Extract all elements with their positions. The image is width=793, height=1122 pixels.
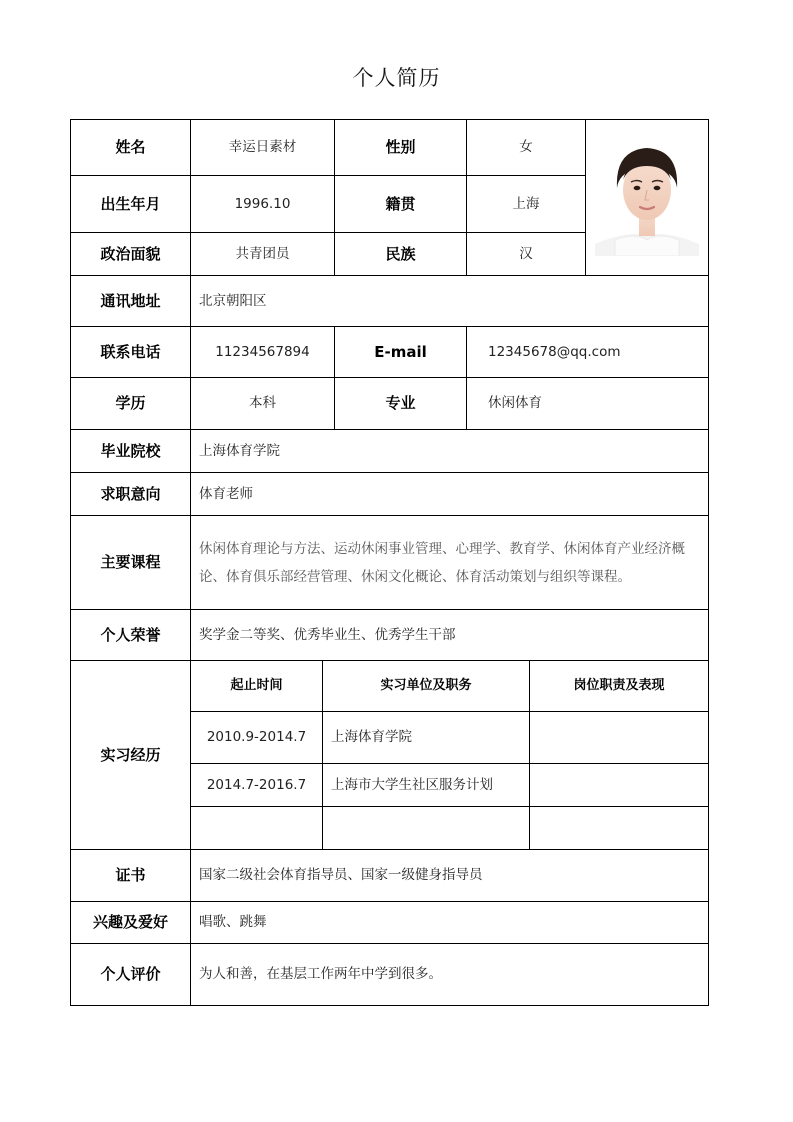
- birth-value: 1996.10: [190, 175, 335, 233]
- intention-label: 求职意向: [70, 472, 191, 516]
- internship-header-duty: 岗位职责及表现: [529, 660, 709, 712]
- internship-row-1-time: 2010.9-2014.7: [190, 711, 323, 764]
- phone-label: 联系电话: [70, 326, 191, 378]
- native-label: 籍贯: [334, 175, 467, 233]
- name-label: 姓名: [70, 119, 191, 176]
- political-label: 政治面貌: [70, 232, 191, 276]
- internship-header-unit: 实习单位及职务: [322, 660, 530, 712]
- internship-row-1-duty: [529, 711, 709, 764]
- internship-row-2-time: 2014.7-2016.7: [190, 763, 323, 807]
- certificates-value: 国家二级社会体育指导员、国家一级健身指导员: [190, 849, 709, 902]
- ethnic-value: 汉: [466, 232, 586, 276]
- evaluation-value: 为人和善，在基层工作两年中学到很多。: [190, 943, 709, 1006]
- major-value: 休闲体育: [466, 377, 709, 430]
- photo-cell: [585, 119, 709, 276]
- school-label: 毕业院校: [70, 429, 191, 473]
- honors-value: 奖学金二等奖、优秀毕业生、优秀学生干部: [190, 609, 709, 661]
- portrait-photo-icon: [595, 140, 699, 256]
- gender-label: 性别: [334, 119, 467, 176]
- email-label: E-mail: [334, 326, 467, 378]
- internship-row-3-time: [190, 806, 323, 850]
- gender-value: 女: [466, 119, 586, 176]
- phone-value: 11234567894: [190, 326, 335, 378]
- political-value: 共青团员: [190, 232, 335, 276]
- address-value: 北京朝阳区: [190, 275, 709, 327]
- evaluation-label: 个人评价: [70, 943, 191, 1006]
- internship-row-3-duty: [529, 806, 709, 850]
- address-label: 通讯地址: [70, 275, 191, 327]
- degree-value: 本科: [190, 377, 335, 430]
- certificates-label: 证书: [70, 849, 191, 902]
- intention-value: 体育老师: [190, 472, 709, 516]
- internship-label: 实习经历: [70, 660, 191, 850]
- hobbies-value: 唱歌、跳舞: [190, 901, 709, 944]
- internship-header-time: 起止时间: [190, 660, 323, 712]
- courses-value: 休闲体育理论与方法、运动休闲事业管理、心理学、教育学、休闲体育产业经济概论、体育俱乐部经营管理、休闲文化概论、体育活动策划与组织等课程。: [190, 515, 709, 610]
- honors-label: 个人荣誉: [70, 609, 191, 661]
- internship-row-2-duty: [529, 763, 709, 807]
- internship-row-1-unit: 上海体育学院: [322, 711, 530, 764]
- email-value: 12345678@qq.com: [466, 326, 709, 378]
- major-label: 专业: [334, 377, 467, 430]
- courses-label: 主要课程: [70, 515, 191, 610]
- birth-label: 出生年月: [70, 175, 191, 233]
- native-value: 上海: [466, 175, 586, 233]
- school-value: 上海体育学院: [190, 429, 709, 473]
- ethnic-label: 民族: [334, 232, 467, 276]
- page-title: 个人简历: [352, 66, 441, 90]
- hobbies-label: 兴趣及爱好: [70, 901, 191, 944]
- internship-row-3-unit: [322, 806, 530, 850]
- name-value: 幸运日素材: [190, 119, 335, 176]
- degree-label: 学历: [70, 377, 191, 430]
- internship-row-2-unit: 上海市大学生社区服务计划: [322, 763, 530, 807]
